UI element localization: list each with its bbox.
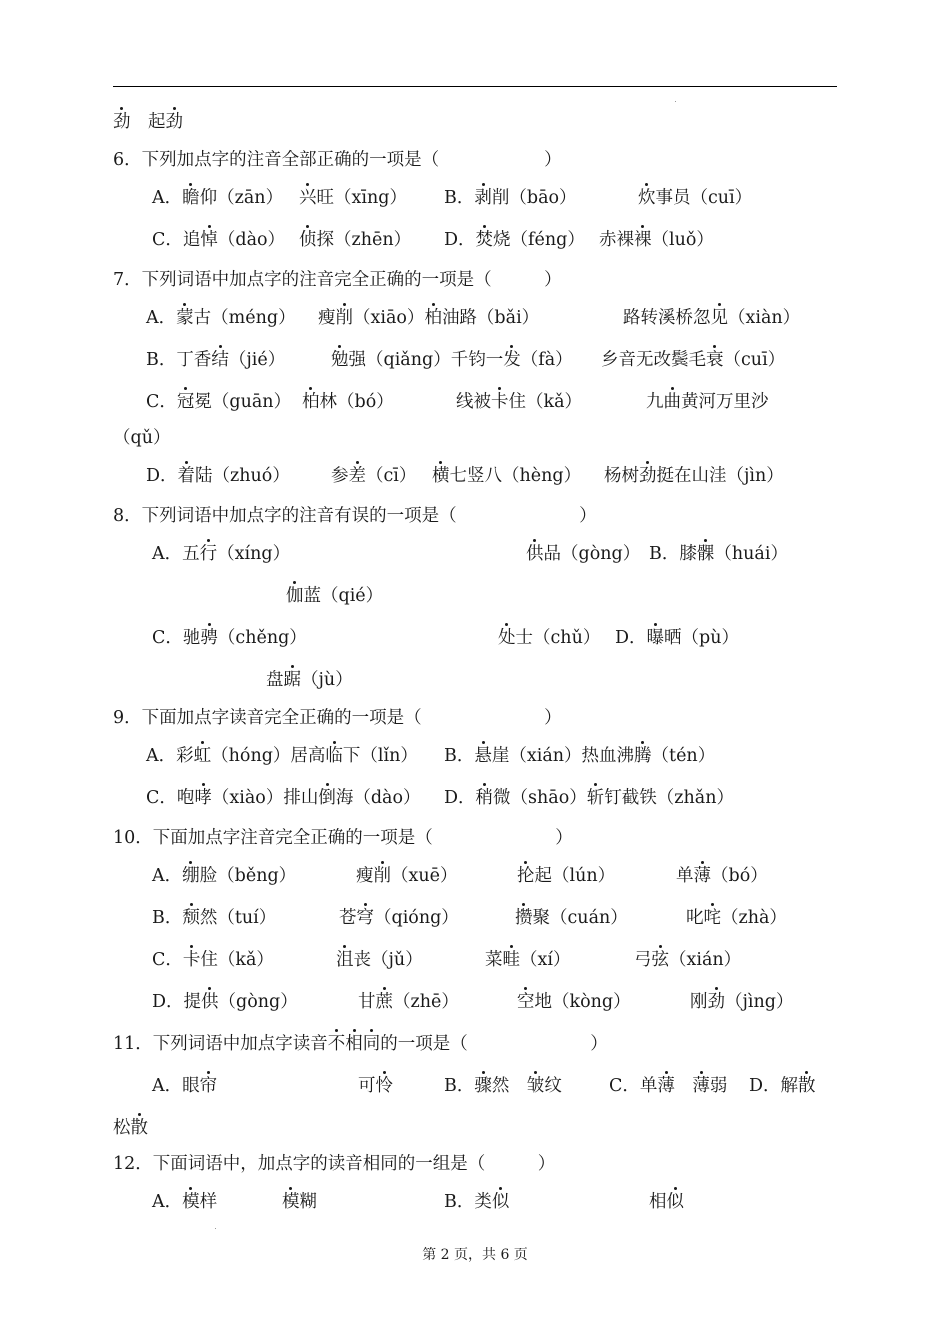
text-run: A． bbox=[152, 866, 183, 886]
text-line bbox=[146, 468, 290, 486]
dotted-char: 卡 bbox=[491, 392, 509, 412]
dotted-char: 似 bbox=[666, 1192, 684, 1212]
dotted-char: 曲 bbox=[663, 392, 681, 412]
text-run: C．追 bbox=[152, 230, 201, 250]
text-run: 冕（guān） bbox=[194, 392, 292, 412]
dotted-char: 曝 bbox=[646, 628, 665, 648]
scan-speck bbox=[215, 1228, 216, 1229]
text-run: 10．下面加点字注音完全正确的一项是（ ） bbox=[113, 828, 573, 848]
text-run: 黄河万里沙 bbox=[681, 392, 769, 412]
text-line bbox=[331, 352, 573, 370]
text-line bbox=[444, 790, 734, 808]
dotted-char: 帘 bbox=[199, 1076, 218, 1096]
text-run: B．膝 bbox=[649, 544, 697, 564]
dotted-char: 供 bbox=[201, 992, 219, 1012]
dotted-char: 哮 bbox=[194, 788, 212, 808]
text-line bbox=[113, 830, 573, 848]
text-run: （luǒ） bbox=[651, 230, 714, 250]
text-run: （tén） bbox=[651, 746, 716, 766]
text-line bbox=[152, 910, 276, 928]
text-line bbox=[113, 114, 183, 132]
text-run: （xíng） bbox=[217, 544, 291, 564]
text-run: 住（kǎ） bbox=[508, 392, 583, 412]
text-run: （xuē） bbox=[391, 866, 458, 886]
text-run: 纹 bbox=[544, 1076, 562, 1096]
text-run: （gòng） bbox=[218, 992, 298, 1012]
dotted-char: 弦 bbox=[651, 950, 669, 970]
dotted-char: 空 bbox=[517, 992, 535, 1012]
text-run: 赤裸 bbox=[599, 230, 634, 250]
dotted-char: 骋 bbox=[200, 628, 218, 648]
dotted-char: 削 bbox=[335, 308, 353, 328]
text-run: B． bbox=[444, 746, 475, 766]
text-run: D．解 bbox=[749, 1076, 799, 1096]
dotted-char: 供 bbox=[526, 544, 544, 564]
text-run: 乡音无改鬓毛 bbox=[601, 350, 706, 370]
text-run: 崖（xián）热血沸 bbox=[491, 746, 635, 766]
text-run: 松 bbox=[113, 1118, 131, 1138]
text-line bbox=[113, 1156, 555, 1174]
text-run: 7．下列词语中加点字的注音完全正确的一项是（ ） bbox=[113, 270, 562, 290]
text-line bbox=[336, 952, 423, 970]
text-line bbox=[113, 1120, 148, 1138]
dotted-char: 倒 bbox=[318, 788, 336, 808]
text-line bbox=[444, 1194, 509, 1212]
text-line bbox=[282, 1194, 317, 1212]
text-line bbox=[152, 1078, 217, 1096]
text-run: 九 bbox=[646, 392, 664, 412]
text-run: 然 bbox=[491, 1076, 527, 1096]
dotted-char: 横 bbox=[432, 466, 450, 486]
text-run: 起（lún） bbox=[534, 866, 616, 886]
text-run: 单 bbox=[676, 866, 694, 886]
dotted-char: 差 bbox=[348, 466, 366, 486]
text-run bbox=[675, 1076, 693, 1096]
text-run: 林（bó） bbox=[319, 392, 394, 412]
dotted-char: 焚 bbox=[475, 230, 494, 250]
text-line bbox=[676, 868, 768, 886]
text-run: 弱 bbox=[709, 1076, 728, 1096]
text-run: （qióng） bbox=[374, 908, 459, 928]
text-run: 菜 bbox=[485, 950, 503, 970]
text-run: （xiāo） bbox=[353, 308, 425, 328]
text-run: 挺在山洼（jìn） bbox=[656, 466, 784, 486]
dotted-char: 薄 bbox=[692, 1076, 710, 1096]
dotted-char: 伽 bbox=[286, 586, 304, 606]
text-run: （zhē） bbox=[393, 992, 459, 1012]
text-run: 刚 bbox=[690, 992, 708, 1012]
dotted-char: 冠 bbox=[176, 392, 195, 412]
text-line bbox=[266, 672, 353, 690]
dotted-char: 骤 bbox=[474, 1076, 492, 1096]
text-line bbox=[152, 190, 283, 208]
header-rule bbox=[113, 86, 837, 87]
text-run: 样 bbox=[199, 1192, 218, 1212]
text-run: 探（zhēn） bbox=[316, 230, 412, 250]
dotted-char: 临 bbox=[325, 746, 343, 766]
text-run: 住（kǎ） bbox=[200, 950, 274, 970]
dotted-char: 散 bbox=[130, 1118, 148, 1138]
text-run: 甘 bbox=[358, 992, 376, 1012]
text-run: D． bbox=[444, 230, 476, 250]
dotted-char: 不 bbox=[327, 1034, 346, 1054]
text-run: A． bbox=[152, 1192, 183, 1212]
text-run: 品（gòng） bbox=[543, 544, 641, 564]
text-line bbox=[152, 630, 307, 648]
dotted-char: 勉 bbox=[331, 350, 349, 370]
text-run: B．类 bbox=[444, 1192, 492, 1212]
text-run: 相 bbox=[649, 1192, 667, 1212]
dotted-char: 衰 bbox=[706, 350, 724, 370]
text-line bbox=[615, 630, 739, 648]
text-line bbox=[599, 232, 714, 250]
text-run: 蓝（qié） bbox=[303, 586, 384, 606]
text-line bbox=[113, 1036, 608, 1054]
text-run: （bó） bbox=[711, 866, 768, 886]
dotted-char: 稍 bbox=[475, 788, 494, 808]
dotted-char: 卡 bbox=[182, 950, 201, 970]
text-run: A．五 bbox=[152, 544, 200, 564]
text-line bbox=[517, 994, 631, 1012]
dotted-char: 劲 bbox=[113, 112, 131, 132]
dotted-char: 蒙 bbox=[176, 308, 194, 328]
text-run: 苍 bbox=[339, 908, 357, 928]
text-line bbox=[113, 272, 562, 290]
text-line bbox=[517, 868, 615, 886]
dotted-char: 柏 bbox=[302, 392, 320, 412]
text-run: D． bbox=[444, 788, 476, 808]
text-line bbox=[113, 152, 562, 170]
dotted-char: 腾 bbox=[634, 746, 652, 766]
dotted-char: 相 bbox=[345, 1034, 363, 1054]
dotted-char: 侦 bbox=[299, 230, 317, 250]
dotted-char: 同 bbox=[362, 1034, 381, 1054]
text-run: 弓 bbox=[634, 950, 652, 970]
dotted-char: 踞 bbox=[283, 670, 301, 690]
text-line bbox=[646, 394, 769, 412]
text-run: 8．下列词语中加点字的注音有误的一项是（ ） bbox=[113, 506, 597, 526]
dotted-char: 悬 bbox=[474, 746, 492, 766]
text-line bbox=[152, 994, 298, 1012]
dotted-char: 剥 bbox=[474, 188, 492, 208]
text-line bbox=[146, 790, 421, 808]
dotted-char: 似 bbox=[491, 1192, 510, 1212]
dotted-char: 柏 bbox=[424, 308, 442, 328]
text-line bbox=[485, 952, 570, 970]
text-run: 仰（zān） bbox=[199, 188, 284, 208]
dotted-char: 斩 bbox=[586, 788, 605, 808]
text-run: （xí） bbox=[520, 950, 571, 970]
dotted-char: 薄 bbox=[693, 866, 711, 886]
text-line bbox=[456, 394, 582, 412]
dotted-char: 皱 bbox=[526, 1076, 545, 1096]
text-run: 旺（xīng） bbox=[316, 188, 407, 208]
text-line bbox=[444, 1078, 562, 1096]
text-run: A．眼 bbox=[152, 1076, 200, 1096]
text-run: 古（méng） bbox=[193, 308, 296, 328]
text-run: 强（qiǎng）千钧一 bbox=[348, 350, 504, 370]
text-run: 路转溪桥忽 bbox=[623, 308, 711, 328]
text-line bbox=[749, 1078, 816, 1096]
dotted-char: 模 bbox=[282, 1192, 300, 1212]
text-run: 地（kòng） bbox=[534, 992, 631, 1012]
dotted-char: 髁 bbox=[696, 544, 715, 564]
text-line bbox=[444, 748, 715, 766]
dotted-char: 削 bbox=[373, 866, 391, 886]
dotted-char: 沮 bbox=[336, 950, 354, 970]
text-line bbox=[623, 310, 800, 328]
text-line bbox=[146, 748, 418, 766]
text-run: 油路（bǎi） bbox=[441, 308, 540, 328]
text-run: 七竖八（hèng） bbox=[449, 466, 582, 486]
text-run: 瘦 bbox=[356, 866, 374, 886]
dotted-char: 穹 bbox=[356, 908, 374, 928]
text-line bbox=[113, 710, 562, 728]
text-line bbox=[331, 468, 416, 486]
text-run: C． bbox=[146, 392, 177, 412]
text-line bbox=[146, 352, 285, 370]
text-line bbox=[152, 952, 274, 970]
text-run: C．咆 bbox=[146, 788, 195, 808]
dotted-char: 炊 bbox=[638, 188, 656, 208]
text-run: 糊 bbox=[299, 1192, 317, 1212]
text-run: B．丁香 bbox=[146, 350, 212, 370]
text-run: （fà） bbox=[520, 350, 573, 370]
text-run: 然（tuí） bbox=[199, 908, 277, 928]
dotted-char: 怜 bbox=[375, 1076, 393, 1096]
text-line bbox=[649, 546, 788, 564]
text-run: 的一项是（ ） bbox=[380, 1034, 608, 1054]
dotted-char: 虹 bbox=[193, 746, 212, 766]
text-run: 12．下面词语中，加点字的读音相同的一组是（ ） bbox=[113, 1154, 556, 1174]
text-run: 9．下面加点字读音完全正确的一项是（ ） bbox=[113, 708, 562, 728]
text-line bbox=[690, 994, 794, 1012]
text-run: （jié） bbox=[228, 350, 286, 370]
text-line bbox=[113, 430, 170, 448]
text-run: 晒（pù） bbox=[664, 628, 740, 648]
text-line bbox=[515, 910, 628, 928]
dotted-char: 结 bbox=[211, 350, 229, 370]
text-line bbox=[649, 1194, 684, 1212]
text-line bbox=[146, 310, 296, 328]
text-line bbox=[609, 1078, 727, 1096]
text-run: D． bbox=[615, 628, 647, 648]
dotted-char: 劲 bbox=[707, 992, 725, 1012]
text-line bbox=[604, 468, 784, 486]
text-line bbox=[339, 910, 459, 928]
text-line bbox=[152, 232, 285, 250]
text-run: （xiào）排山 bbox=[211, 788, 319, 808]
text-run: （xián） bbox=[669, 950, 742, 970]
text-run: 钉截铁（zhǎn） bbox=[604, 788, 734, 808]
text-run: （zhà） bbox=[721, 908, 787, 928]
text-line bbox=[152, 1194, 217, 1212]
text-run: B． bbox=[444, 1076, 475, 1096]
text-line bbox=[358, 994, 459, 1012]
text-run: B． bbox=[444, 188, 475, 208]
page-footer: 第 2 页，共 6 页 bbox=[422, 1247, 528, 1263]
text-run: 杨树 bbox=[604, 466, 639, 486]
text-run: 削（bāo） bbox=[491, 188, 577, 208]
text-line bbox=[299, 190, 407, 208]
text-run: D．提 bbox=[152, 992, 202, 1012]
text-run: 陆（zhuó） bbox=[195, 466, 290, 486]
text-run: （chěng） bbox=[217, 628, 307, 648]
text-run: 瘦 bbox=[318, 308, 336, 328]
text-run: A． bbox=[146, 308, 177, 328]
dotted-char: 行 bbox=[199, 544, 218, 564]
text-run: （jù） bbox=[301, 670, 353, 690]
dotted-char: 处 bbox=[498, 628, 516, 648]
text-run: A．彩 bbox=[146, 746, 194, 766]
text-run: 海（dào） bbox=[335, 788, 421, 808]
dotted-char: 劲 bbox=[165, 112, 183, 132]
dotted-char: 劲 bbox=[639, 466, 657, 486]
dotted-char: 瞻 bbox=[182, 188, 200, 208]
text-run: 叱 bbox=[686, 908, 704, 928]
text-line bbox=[146, 394, 291, 412]
text-line bbox=[318, 310, 539, 328]
text-run: A． bbox=[152, 188, 183, 208]
dotted-char: 薄 bbox=[657, 1076, 675, 1096]
dotted-char: 畦 bbox=[502, 950, 520, 970]
text-line bbox=[356, 868, 458, 886]
text-run: （huái） bbox=[714, 544, 788, 564]
text-run: （dào） bbox=[217, 230, 286, 250]
text-line bbox=[444, 232, 585, 250]
scan-speck bbox=[675, 101, 676, 102]
text-run: （cī） bbox=[366, 466, 417, 486]
text-run: 线被 bbox=[456, 392, 491, 412]
text-run: 烧（féng） bbox=[493, 230, 585, 250]
text-run: 盘 bbox=[266, 670, 284, 690]
text-run: 事员（cuī） bbox=[655, 188, 753, 208]
text-run: 参 bbox=[331, 466, 349, 486]
text-run: B． bbox=[152, 908, 183, 928]
dotted-char: 兴 bbox=[299, 188, 317, 208]
text-run: C． bbox=[152, 950, 183, 970]
text-run: （cuī） bbox=[723, 350, 786, 370]
text-run: （jìng） bbox=[725, 992, 794, 1012]
dotted-char: 蔗 bbox=[375, 992, 393, 1012]
dotted-char: 模 bbox=[182, 1192, 200, 1212]
text-line bbox=[302, 394, 394, 412]
dotted-char: 咤 bbox=[703, 908, 721, 928]
text-line bbox=[299, 232, 411, 250]
text-run: 11．下列词语中加点字读音 bbox=[113, 1034, 328, 1054]
text-line bbox=[152, 546, 290, 564]
text-run: （qǔ） bbox=[113, 428, 171, 448]
text-run: C．驰 bbox=[152, 628, 201, 648]
dotted-char: 发 bbox=[503, 350, 521, 370]
dotted-char: 抡 bbox=[517, 866, 535, 886]
text-run: 士（chǔ） bbox=[515, 628, 601, 648]
text-run: （hóng）居高 bbox=[211, 746, 326, 766]
text-line bbox=[686, 910, 787, 928]
text-run: 6．下列加点字的注音全部正确的一项是（ ） bbox=[113, 150, 562, 170]
text-run: 可 bbox=[358, 1076, 376, 1096]
dotted-char: 颓 bbox=[182, 908, 200, 928]
text-line bbox=[638, 190, 752, 208]
text-run: C．单 bbox=[609, 1076, 658, 1096]
text-run: 聚（cuán） bbox=[532, 908, 628, 928]
text-line bbox=[526, 546, 640, 564]
text-line bbox=[444, 190, 577, 208]
dotted-char: 绷 bbox=[182, 866, 200, 886]
text-run: D． bbox=[146, 466, 178, 486]
text-line bbox=[498, 630, 600, 648]
text-line bbox=[152, 868, 296, 886]
text-run: 脸（běng） bbox=[199, 866, 297, 886]
text-line bbox=[601, 352, 785, 370]
dotted-char: 见 bbox=[710, 308, 728, 328]
dotted-char: 裸 bbox=[634, 230, 652, 250]
dotted-char: 悼 bbox=[200, 230, 218, 250]
text-line bbox=[113, 508, 597, 526]
text-run: 微（shāo） bbox=[493, 788, 587, 808]
dotted-char: 攒 bbox=[515, 908, 533, 928]
text-line bbox=[286, 588, 383, 606]
text-run: （xiàn） bbox=[728, 308, 801, 328]
text-run: 丧（jǔ） bbox=[353, 950, 423, 970]
text-line bbox=[634, 952, 741, 970]
text-line bbox=[432, 468, 581, 486]
dotted-char: 着 bbox=[177, 466, 196, 486]
text-run: 下（lǐn） bbox=[342, 746, 418, 766]
text-line bbox=[358, 1078, 393, 1096]
text-run: 起 bbox=[130, 112, 166, 132]
dotted-char: 散 bbox=[798, 1076, 816, 1096]
